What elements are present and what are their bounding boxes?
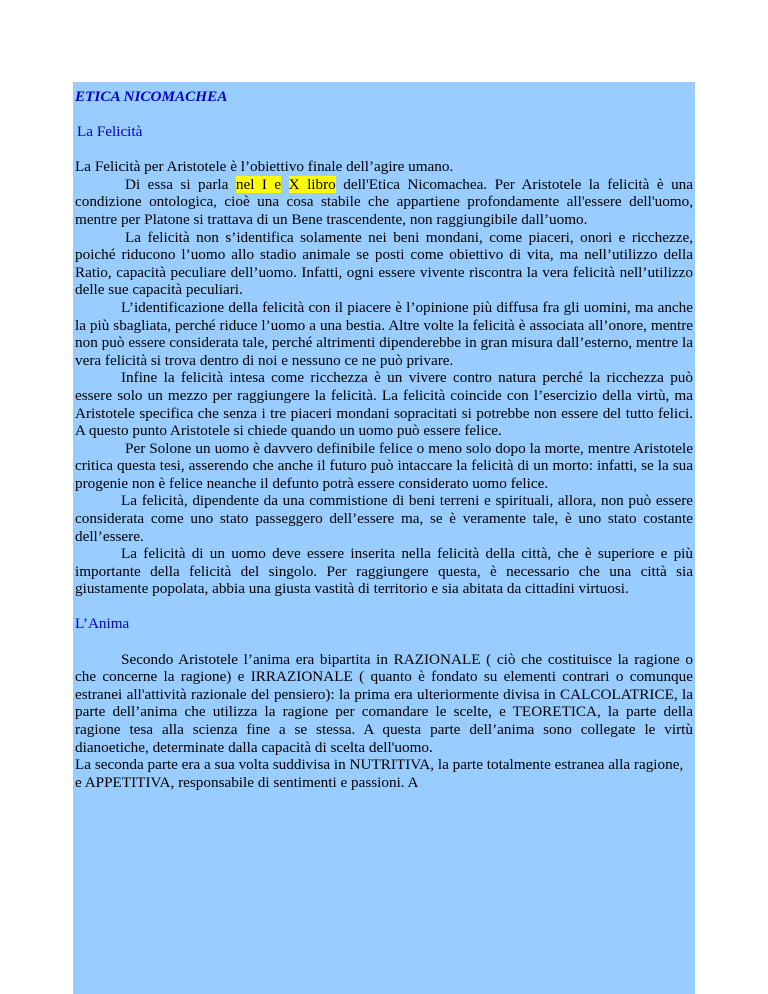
spacer (75, 598, 693, 615)
paragraph-anima-bipartita-text: Secondo Aristotele l’anima era bipartita in RAZIONALE ( ciò che costituisce la ragione o che concerne la ragione) e IRRAZIONALE ( quanto è fondato su elementi contrari o comunque estranei all'attività razionale del pensiero): la prima era ulteriormente divisa in CALCOLATRICE, la parte dell’anima che utilizza la ragione per comandare le scelte, e TEORETICA, la parte della ragione tesa alla scienza fine a se stessa. A questa parte dell’anima sono collegate le virtù dianoetiche, determinate dalla capacità di scelta dell'uomo. (75, 650, 693, 756)
paragraph-citta (75, 545, 693, 598)
document-page (73, 82, 695, 994)
paragraph-citta-text: La felicità di un uomo deve essere inserita nella felicità della città, che è superiore e più importante della felicità del singolo. Per raggiungere questa, è necessario che una città sia giustamente popolata, abbia una giusta vastità di territorio e sia abitata da cittadini virtuosi. (75, 545, 693, 598)
paragraph-commistione-text: La felicità, dipendente da una commistione di beni terreni e spirituali, allora, non può essere considerata come uno stato passeggero dell’essere ma, se è veramente tale, è uno stato costante dell’essere. (75, 492, 693, 545)
libro-pre: Di essa si parla (125, 175, 236, 193)
paragraph-piacere-text: L’identificazione della felicità con il piacere è l’opinione più diffusa fra gli uomini, ma anche la più sbagliata, perché riduce l’uomo a una bestia. Altre volte la felicità è associata all’onore, mentre non può essere considerata tale, perché altrimenti dipenderebbe in gran misura dall’esterno, mentre la vera felicità si trova dentro di noi e nessuno ce ne può privare. (75, 298, 693, 369)
section-heading-anima: L’Anima (75, 615, 130, 633)
paragraph-beni-mondani (75, 229, 693, 299)
paragraph-piacere (75, 299, 693, 369)
section-heading-felicita: La Felicità (77, 122, 143, 140)
highlight-libro-1: nel I e (235, 175, 282, 193)
paragraph-anima-bipartita (75, 651, 693, 757)
paragraph-intro (75, 158, 693, 176)
paragraph-ricchezza-text: Infine la felicità intesa come ricchezza è un vivere contro natura perché la ricchezza può essere solo un mezzo per raggiungere la felicità. La felicità coincide con l’esercizio della virtù, ma Aristotele specifica che senza i tre piaceri mondani sopracitati si potrebbe non essere del tutto felici. A questo punto Aristotele si chiede quando un uomo può essere felice. (75, 369, 693, 440)
paragraph-libro (75, 176, 693, 229)
libro-post: dell'Etica Nicomachea. Per Aristotele la felicità è una condizione ontologica, cioè una cosa stabile che appartiene profondamente all'essere dell'uomo, mentre per Platone si trattava di un Bene trascendente, non raggiungibile dall’uomo. (75, 175, 694, 228)
paragraph-beni-mondani-text: La felicità non s’identifica solamente nei beni mondani, come piaceri, onori e ricchezze, poiché riducono l’uomo allo stadio animale se posti come obiettivo di vita, ma nell’utilizzo della Ratio, capacità peculiare dell’uomo. Infatti, ogni essere vivente riscontra la vera felicità nell’utilizzo delle sue capacità peculiari. (75, 228, 693, 299)
paragraph-seconda-parte-text: La seconda parte era a sua volta suddivisa in NUTRITIVA, la parte totalmente estranea alla ragione, e APPETITIVA, responsabile di sentimenti e passioni. A (75, 756, 684, 791)
paragraph-ricchezza (75, 369, 693, 439)
paragraph-commistione (75, 492, 693, 545)
highlight-libro-2: X libro (288, 175, 336, 193)
paragraph-solone (75, 440, 693, 493)
paragraph-seconda-parte (75, 756, 693, 791)
paragraph-intro-text: La Felicità per Aristotele è l’obiettivo finale dell’agire umano. (75, 158, 454, 176)
document-title: ETICA NICOMACHEA (75, 88, 228, 105)
libro-mid (281, 176, 288, 193)
paragraph-solone-text: Per Solone un uomo è davvero definibile felice o meno solo dopo la morte, mentre Aristotele critica questa tesi, asserendo che anche il futuro può intaccare la felicità di un morto: infatti, se la sua progenie non è felice neanche il defunto potrà essere considerato uomo felice. (75, 439, 693, 492)
